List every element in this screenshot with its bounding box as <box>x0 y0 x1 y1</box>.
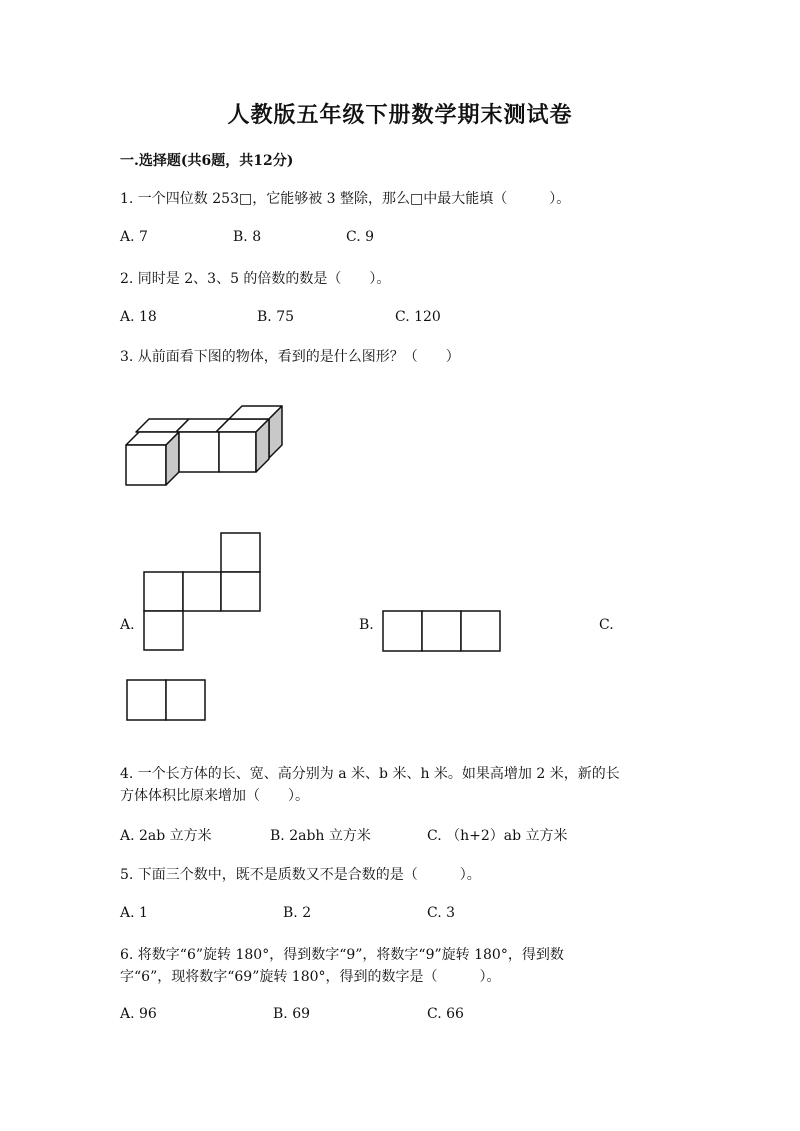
option-a-figure <box>143 532 263 652</box>
question-4-line-1: 4. 一个长方体的长、宽、高分别为 a 米、b 米、h 米。如果高增加 2 米，新的长 <box>120 766 620 782</box>
question-6-line-1: 6. 将数字“6”旋转 180°，得到数字“9”，将数字“9”旋转 180°，得到数 <box>120 947 564 963</box>
option-b-figure <box>382 610 502 652</box>
question-3: 3. 从前面看下图的物体，看到的是什么图形？（ ） <box>120 349 460 365</box>
q2-option-c[interactable]: C. 120 <box>395 309 441 325</box>
q4-option-c[interactable]: C. （h+2）ab 立方米 <box>427 828 568 844</box>
section-heading: 一.选择题(共6题，共12分) <box>120 153 294 169</box>
q2-option-a[interactable]: A. 18 <box>120 309 157 325</box>
question-6-line-2: 字“6”，现将数字“69”旋转 180°，得到的数字是（ ）。 <box>120 969 501 985</box>
q2-option-b[interactable]: B. 75 <box>257 309 295 325</box>
cube-figure <box>120 400 290 490</box>
q3-option-c[interactable]: C. <box>599 617 614 633</box>
q5-option-b[interactable]: B. 2 <box>283 905 312 921</box>
q1-option-a[interactable]: A. 7 <box>120 229 148 245</box>
q6-option-a[interactable]: A. 96 <box>120 1006 157 1022</box>
q5-option-c[interactable]: C. 3 <box>427 905 456 921</box>
q5-option-a[interactable]: A. 1 <box>120 905 148 921</box>
q6-option-c[interactable]: C. 66 <box>427 1006 464 1022</box>
q3-option-b[interactable]: B. <box>359 617 374 633</box>
q1-option-b[interactable]: B. 8 <box>233 229 262 245</box>
question-1: 1. 一个四位数 253□，它能够被 3 整除，那么□中最大能填（ ）。 <box>120 191 571 207</box>
question-2: 2. 同时是 2、3、5 的倍数的数是（ ）。 <box>120 271 391 287</box>
q4-option-b[interactable]: B. 2abh 立方米 <box>270 828 371 844</box>
question-4-line-2: 方体体积比原来增加（ ）。 <box>120 788 309 804</box>
page-title: 人教版五年级下册数学期末测试卷 <box>227 102 573 128</box>
question-5: 5. 下面三个数中，既不是质数又不是合数的是（ ）。 <box>120 867 481 883</box>
q6-option-b[interactable]: B. 69 <box>273 1006 311 1022</box>
q1-option-c[interactable]: C. 9 <box>346 229 375 245</box>
q3-option-a[interactable]: A. <box>120 617 135 633</box>
option-c-figure <box>126 679 206 721</box>
q4-option-a[interactable]: A. 2ab 立方米 <box>120 828 212 844</box>
